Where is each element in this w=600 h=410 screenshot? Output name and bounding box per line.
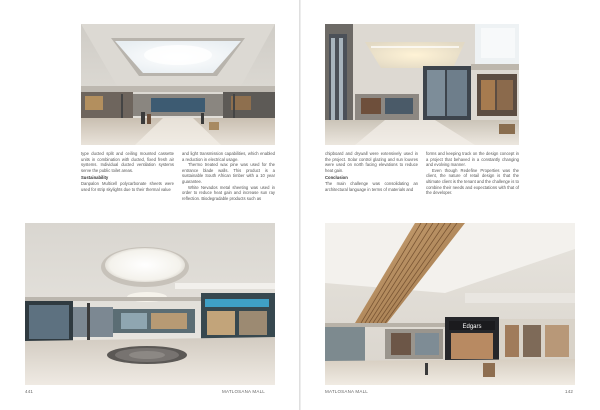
paragraph: chipboard and drywall were extensively used in the project. Solar control glazing and sun louvres were used on north facing elevations to reduce heat gain. [325,151,418,173]
photo-mall-timber-ceiling-edgars [325,223,575,385]
photo-mall-skylight-corridor [81,24,275,145]
heading-sustainability: Sustainability [81,175,109,181]
paragraph: forms and keeping track on the design concept in a project that behaved in a constantly changing and evolving manner. [426,151,519,168]
store-sign-edgars: Edgars [462,324,482,330]
right-folio: MATLOSANA MALL [325,389,368,394]
paragraph: Thermo treated wax pine was used for the entrance blade walls. This product is a sustainable South African timber with a 10 year guarantee. [182,162,275,184]
paragraph: Even though Redefine Properties was the client, the nature of retail design is that the ultimate client is the tenant and the challenge is to combine their needs and expectations with that of the developer. [426,167,519,196]
left-text-column-2 [182,151,275,201]
right-text-column-2 [426,151,519,196]
paragraph: The main challenge was consolidating an architectural language in terms of materials and [325,180,418,192]
left-text-column-1 [81,151,174,192]
paragraph: and light transmission capabilities, which enabled a reduction in electrical usage. [182,151,275,162]
left-page-number: 441 [25,389,34,394]
right-page-number: 142 [565,389,574,394]
page-gutter [299,0,301,410]
paragraph: Danpalon Multicell polycarbonate sheets were used for strip skylights due to their thermal value [81,180,174,192]
heading-conclusion: Conclusion [325,175,348,181]
photo-mall-atrium-glass-lift [325,24,519,145]
right-text-column-1 [325,151,418,192]
left-folio: MATLOSANA MALL [222,389,265,394]
photo-mall-circular-ceiling [25,223,275,385]
paragraph: White Nevados metal sheeting was used in order to reduce heat gain and increase sun ray reflection. Biodegradable products such as [182,184,275,201]
paragraph: type ducted split and ceiling mounted cassette units in combination with ducted, fixed fresh air systems. Individual ducted ventilation systems serve the public toilet areas. [81,151,174,173]
